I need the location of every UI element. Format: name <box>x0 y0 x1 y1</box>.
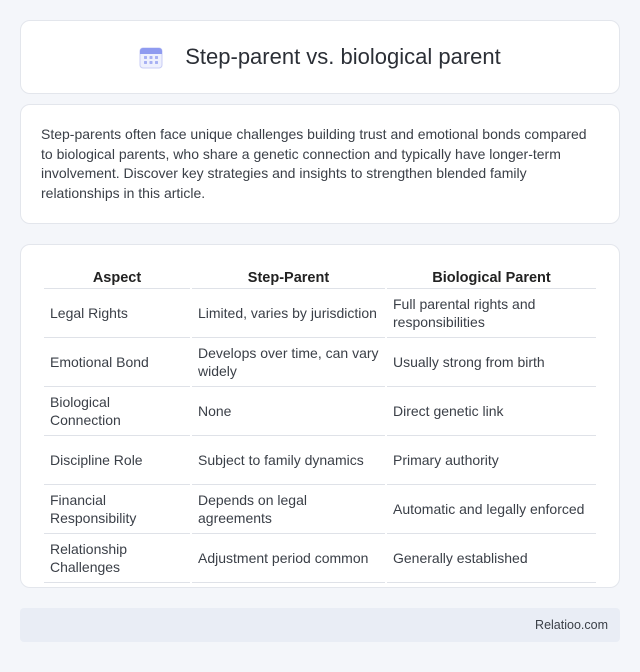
table-row <box>44 338 596 387</box>
cell-biological-parent: Full parental rights and responsibilities <box>387 289 596 338</box>
header-biological-parent: Biological Parent <box>387 265 596 289</box>
cell-step-parent: None <box>192 387 385 436</box>
cell-step-parent: Limited, varies by jurisdiction <box>192 289 385 338</box>
table-row <box>44 289 596 338</box>
table-row <box>44 387 596 436</box>
cell-biological-parent: Direct genetic link <box>387 387 596 436</box>
table-row <box>44 485 596 534</box>
footer-brand[interactable]: Relatioo.com <box>535 618 608 632</box>
cell-step-parent: Adjustment period common <box>192 534 385 583</box>
cell-aspect: Biological Connection <box>44 387 190 436</box>
table-row <box>44 436 596 485</box>
cell-aspect: Discipline Role <box>44 436 190 485</box>
cell-step-parent: Develops over time, can vary widely <box>192 338 385 387</box>
cell-step-parent: Subject to family dynamics <box>192 436 385 485</box>
cell-aspect: Emotional Bond <box>44 338 190 387</box>
cell-biological-parent: Generally established <box>387 534 596 583</box>
intro-paragraph: Step-parents often face unique challenges building trust and emotional bonds compared to biological parents, who share a genetic connection and typically have longer-term involvement. Discover key strategies and insights to strengthen blended family relationships in this article. <box>41 126 587 201</box>
table-header-row <box>44 265 596 289</box>
cell-biological-parent: Primary authority <box>387 436 596 485</box>
cell-aspect: Relationship Challenges <box>44 534 190 583</box>
cell-aspect: Legal Rights <box>44 289 190 338</box>
header-aspect: Aspect <box>44 265 190 289</box>
cell-biological-parent: Usually strong from birth <box>387 338 596 387</box>
cell-aspect: Financial Responsibility <box>44 485 190 534</box>
footer-bar <box>20 608 620 642</box>
cell-step-parent: Depends on legal agreements <box>192 485 385 534</box>
title-card <box>20 20 620 94</box>
calendar-icon <box>139 45 163 69</box>
intro-card <box>20 104 620 224</box>
comparison-card <box>20 244 620 588</box>
page-title: Step-parent vs. biological parent <box>185 44 501 69</box>
cell-biological-parent: Automatic and legally enforced <box>387 485 596 534</box>
title-row <box>139 44 501 70</box>
header-step-parent: Step-Parent <box>192 265 385 289</box>
comparison-table <box>42 265 598 583</box>
table-row <box>44 534 596 583</box>
